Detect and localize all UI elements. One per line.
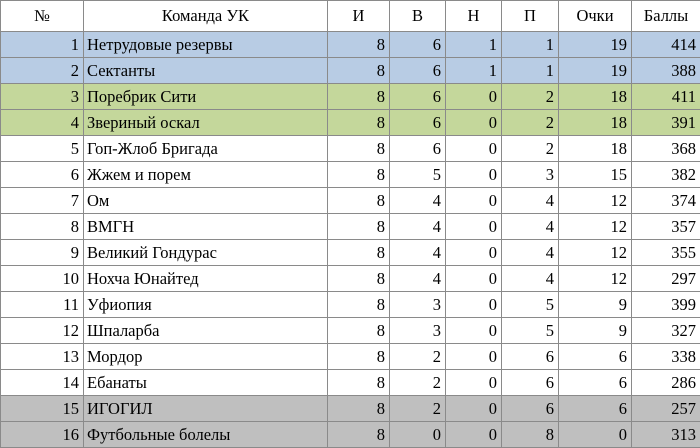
row-losses: 4: [502, 214, 559, 240]
table-row: [1, 318, 700, 344]
header-team: Команда УК: [84, 1, 328, 32]
row-team: Гоп-Жлоб Бригада: [84, 136, 328, 162]
row-team: ВМГН: [84, 214, 328, 240]
row-games: 8: [328, 266, 390, 292]
row-losses: 4: [502, 188, 559, 214]
row-team: Нетрудовые резервы: [84, 32, 328, 58]
row-wins: 6: [390, 110, 446, 136]
table-row: [1, 162, 700, 188]
row-score: 414: [632, 32, 700, 58]
row-draws: 0: [446, 110, 502, 136]
row-team: Мордор: [84, 344, 328, 370]
row-draws: 0: [446, 370, 502, 396]
row-pos: 15: [1, 396, 84, 422]
row-team: Сектанты: [84, 58, 328, 84]
table-row: [1, 110, 700, 136]
row-pos: 12: [1, 318, 84, 344]
row-team: Ебанаты: [84, 370, 328, 396]
row-wins: 6: [390, 136, 446, 162]
row-losses: 1: [502, 32, 559, 58]
row-wins: 4: [390, 188, 446, 214]
row-draws: 0: [446, 188, 502, 214]
row-games: 8: [328, 240, 390, 266]
row-losses: 6: [502, 396, 559, 422]
row-points: 15: [559, 162, 632, 188]
row-points: 12: [559, 266, 632, 292]
row-games: 8: [328, 84, 390, 110]
row-wins: 6: [390, 84, 446, 110]
row-points: 12: [559, 188, 632, 214]
row-points: 6: [559, 396, 632, 422]
row-losses: 4: [502, 240, 559, 266]
table-header: [1, 1, 700, 32]
row-points: 9: [559, 318, 632, 344]
table-row: [1, 240, 700, 266]
header-row: [1, 1, 700, 32]
table-row: [1, 84, 700, 110]
table-row: [1, 266, 700, 292]
row-pos: 14: [1, 370, 84, 396]
row-score: 411: [632, 84, 700, 110]
row-pos: 2: [1, 58, 84, 84]
row-pos: 4: [1, 110, 84, 136]
row-pos: 9: [1, 240, 84, 266]
row-team: Футбольные болелы: [84, 422, 328, 448]
row-losses: 2: [502, 84, 559, 110]
row-losses: 5: [502, 292, 559, 318]
table-row: [1, 136, 700, 162]
row-points: 18: [559, 84, 632, 110]
row-losses: 2: [502, 110, 559, 136]
row-score: 297: [632, 266, 700, 292]
row-score: 327: [632, 318, 700, 344]
row-draws: 0: [446, 84, 502, 110]
row-pos: 8: [1, 214, 84, 240]
table-body: [1, 32, 700, 448]
table-row: [1, 370, 700, 396]
row-pos: 13: [1, 344, 84, 370]
row-score: 355: [632, 240, 700, 266]
table-row: [1, 58, 700, 84]
row-score: 388: [632, 58, 700, 84]
row-games: 8: [328, 292, 390, 318]
row-losses: 1: [502, 58, 559, 84]
row-wins: 2: [390, 344, 446, 370]
row-draws: 0: [446, 214, 502, 240]
row-games: 8: [328, 58, 390, 84]
row-draws: 0: [446, 292, 502, 318]
row-team: Нохча Юнайтед: [84, 266, 328, 292]
row-draws: 0: [446, 162, 502, 188]
row-pos: 3: [1, 84, 84, 110]
row-pos: 11: [1, 292, 84, 318]
row-points: 9: [559, 292, 632, 318]
row-pos: 6: [1, 162, 84, 188]
row-points: 6: [559, 370, 632, 396]
row-points: 18: [559, 136, 632, 162]
row-losses: 5: [502, 318, 559, 344]
header-wins: В: [390, 1, 446, 32]
row-team: Уфиопия: [84, 292, 328, 318]
header-draws: Н: [446, 1, 502, 32]
row-losses: 8: [502, 422, 559, 448]
row-games: 8: [328, 188, 390, 214]
row-score: 391: [632, 110, 700, 136]
row-losses: 3: [502, 162, 559, 188]
row-team: Поребрик Сити: [84, 84, 328, 110]
table-row: [1, 32, 700, 58]
row-games: 8: [328, 370, 390, 396]
header-score: Баллы: [632, 1, 700, 32]
header-games: И: [328, 1, 390, 32]
row-draws: 1: [446, 32, 502, 58]
row-games: 8: [328, 136, 390, 162]
row-points: 19: [559, 32, 632, 58]
row-score: 368: [632, 136, 700, 162]
row-pos: 7: [1, 188, 84, 214]
row-pos: 16: [1, 422, 84, 448]
header-pos: №: [1, 1, 84, 32]
row-team: Великий Гондурас: [84, 240, 328, 266]
row-score: 313: [632, 422, 700, 448]
row-games: 8: [328, 32, 390, 58]
row-score: 338: [632, 344, 700, 370]
row-points: 6: [559, 344, 632, 370]
row-draws: 0: [446, 136, 502, 162]
table-row: [1, 344, 700, 370]
row-score: 257: [632, 396, 700, 422]
row-wins: 0: [390, 422, 446, 448]
row-wins: 2: [390, 370, 446, 396]
row-wins: 2: [390, 396, 446, 422]
row-games: 8: [328, 396, 390, 422]
row-points: 12: [559, 240, 632, 266]
row-score: 382: [632, 162, 700, 188]
row-draws: 0: [446, 396, 502, 422]
row-points: 18: [559, 110, 632, 136]
row-score: 374: [632, 188, 700, 214]
row-team: Жжем и порем: [84, 162, 328, 188]
table-row: [1, 292, 700, 318]
row-wins: 6: [390, 58, 446, 84]
row-draws: 1: [446, 58, 502, 84]
row-wins: 3: [390, 318, 446, 344]
row-wins: 4: [390, 214, 446, 240]
row-wins: 6: [390, 32, 446, 58]
row-pos: 1: [1, 32, 84, 58]
row-score: 357: [632, 214, 700, 240]
row-games: 8: [328, 162, 390, 188]
row-pos: 10: [1, 266, 84, 292]
row-draws: 0: [446, 266, 502, 292]
row-wins: 4: [390, 266, 446, 292]
row-pos: 5: [1, 136, 84, 162]
row-draws: 0: [446, 422, 502, 448]
row-games: 8: [328, 214, 390, 240]
row-games: 8: [328, 318, 390, 344]
row-points: 0: [559, 422, 632, 448]
row-points: 12: [559, 214, 632, 240]
row-wins: 5: [390, 162, 446, 188]
header-losses: П: [502, 1, 559, 32]
row-wins: 4: [390, 240, 446, 266]
row-points: 19: [559, 58, 632, 84]
row-team: ИГОГИЛ: [84, 396, 328, 422]
row-team: Звериный оскал: [84, 110, 328, 136]
row-draws: 0: [446, 344, 502, 370]
row-losses: 4: [502, 266, 559, 292]
row-wins: 3: [390, 292, 446, 318]
table-row: [1, 396, 700, 422]
row-score: 399: [632, 292, 700, 318]
row-score: 286: [632, 370, 700, 396]
table-row: [1, 214, 700, 240]
row-draws: 0: [446, 318, 502, 344]
row-games: 8: [328, 110, 390, 136]
table-row: [1, 422, 700, 448]
row-team: Шпаларба: [84, 318, 328, 344]
row-losses: 2: [502, 136, 559, 162]
row-games: 8: [328, 422, 390, 448]
table-row: [1, 188, 700, 214]
row-losses: 6: [502, 370, 559, 396]
row-draws: 0: [446, 240, 502, 266]
header-points: Очки: [559, 1, 632, 32]
row-games: 8: [328, 344, 390, 370]
row-losses: 6: [502, 344, 559, 370]
row-team: Ом: [84, 188, 328, 214]
